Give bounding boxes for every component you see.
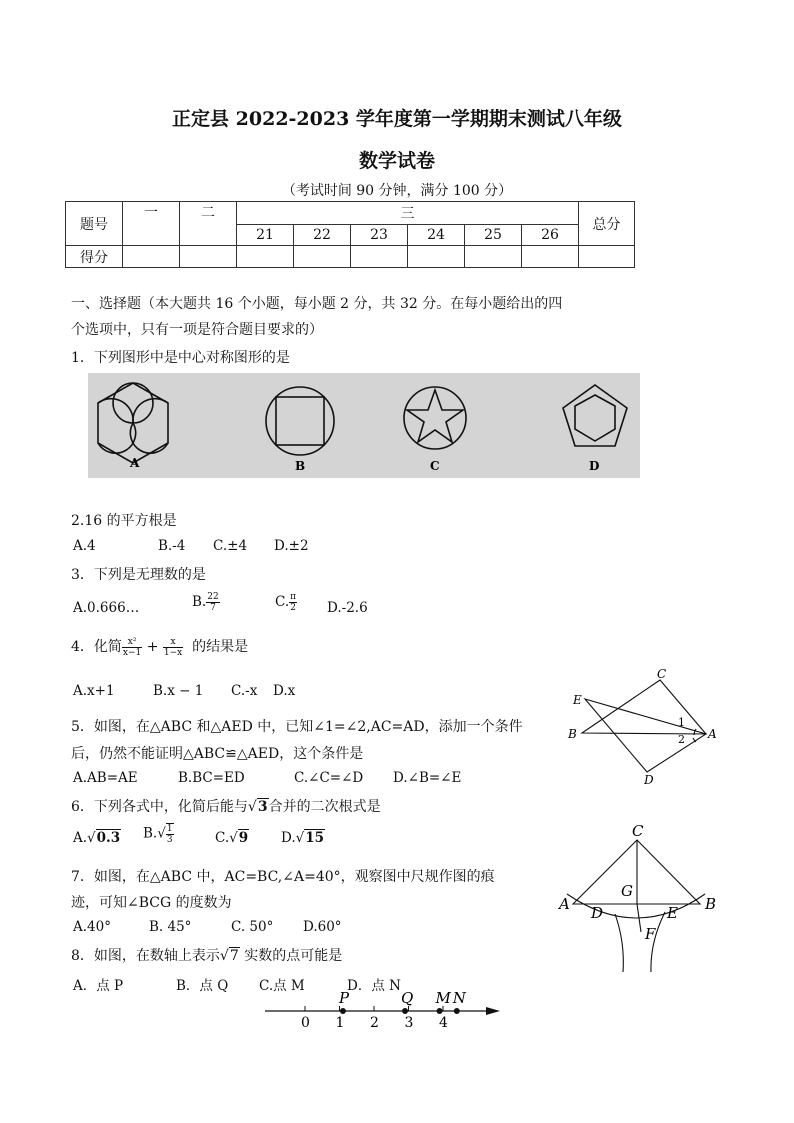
number-line-point-label-q: Q [401, 989, 414, 1007]
sub-col: 23 [351, 225, 408, 246]
q7-arc-de [567, 894, 705, 918]
sub-col: 21 [237, 225, 294, 246]
q4-fraction-1 [122, 637, 142, 658]
shape-label-b: B [295, 459, 306, 473]
q4-option-b[interactable]: B.x − 1 [153, 683, 204, 699]
q3-option-a[interactable]: A.0.666… [73, 600, 140, 616]
q8-option-b[interactable]: B．点 Q [176, 978, 229, 994]
q5-label-d: D [644, 773, 654, 787]
section-heading-line1: 一、选择题（本大题共 16 个小题，每小题 2 分，共 32 分。在每小题给出的四 [71, 296, 563, 312]
q5-triangle-aed [585, 699, 706, 772]
q6-a-rad: 0.3 [96, 830, 121, 846]
q7-option-b[interactable]: B. 45° [149, 919, 192, 935]
shape-label-a: A [130, 456, 140, 470]
q5-option-a[interactable]: A.AB=AE [73, 770, 138, 786]
number-line-point-q [402, 1008, 408, 1014]
q5-triangle-abc [582, 680, 706, 734]
shape-b-circle-square [266, 387, 334, 455]
shape-d-pentagon-hexagon [563, 385, 627, 446]
q4-f2-den: 1−x [163, 647, 183, 658]
q8-stem-rad: 7 [229, 948, 239, 964]
q7-arc-left [615, 914, 623, 972]
q2-option-d[interactable]: D.±2 [274, 538, 309, 554]
q6-stem-pre: 6．下列各式中，化简后能与 [71, 799, 248, 815]
shape-c-circle-star [404, 387, 466, 449]
exam-info: （考试时间 90 分钟，满分 100 分） [281, 183, 513, 199]
q4-stem [71, 636, 248, 658]
shape-label-d: D [589, 459, 600, 473]
number-line-point-n [454, 1008, 460, 1014]
q4-suffix: 的结果是 [192, 639, 249, 655]
q7-line1: 7．如图，在△ABC 中，AC=BC,∠A=40°，观察图中尺规作图的痕 [71, 869, 495, 885]
score-cell[interactable] [522, 246, 579, 268]
q7-line2: 迹，可知∠BCG 的度数为 [71, 895, 232, 911]
q1-shapes-panel [88, 373, 640, 478]
q5-label-b: B [568, 727, 577, 741]
q7-label-a: A [559, 895, 570, 913]
score-cell[interactable] [294, 246, 351, 268]
q4-prefix: 4．化简 [71, 639, 122, 655]
q7-label-f: F [645, 925, 656, 943]
q5-option-b[interactable]: B.BC=ED [178, 770, 245, 786]
q3-b-fraction [206, 592, 219, 613]
sub-col: 24 [408, 225, 465, 246]
q6-stem-radical: √3 [247, 799, 268, 815]
row-label-question: 题号 [66, 202, 123, 246]
score-cell[interactable] [123, 246, 180, 268]
number-line-point-label-n: N [452, 989, 466, 1007]
exam-title: 正定县 2022-2023 学年度第一学期期末测试八年级 [172, 108, 622, 130]
q6-d-radical: √15 [295, 830, 325, 846]
number-line-tick-label: 2 [370, 1015, 379, 1031]
q6-stem [71, 796, 381, 816]
score-table [65, 201, 635, 268]
q8-stem-radical: √7 [219, 948, 239, 964]
number-line-arrow [486, 1007, 500, 1015]
q6-b-den: 3 [166, 835, 173, 845]
q5-label-2: 2 [678, 733, 685, 746]
q6-b-num: 1 [166, 824, 173, 834]
sub-col: 26 [522, 225, 579, 246]
score-cell[interactable] [351, 246, 408, 268]
q4-option-a[interactable]: A.x+1 [73, 683, 115, 699]
q4-option-d[interactable]: D.x [273, 683, 296, 699]
q8-option-d[interactable]: D．点 N [347, 978, 401, 994]
q3-c-num: π [290, 592, 297, 602]
q4-plus: + [146, 639, 159, 655]
q2-option-c[interactable]: C.±4 [213, 538, 248, 554]
number-line-point-p [340, 1008, 346, 1014]
q6-c-rad: 9 [238, 830, 249, 846]
q6-b-prefix: B. [143, 825, 158, 842]
q5-line1: 5．如图，在△ABC 和△AED 中，已知∠1=∠2,AC=AD，添加一个条件 [71, 719, 523, 735]
number-line-point-label-m: M [435, 989, 451, 1007]
q5-label-a: A [708, 727, 717, 741]
q7-label-d: D [591, 904, 604, 922]
row-label-score: 得分 [66, 246, 123, 268]
q6-b-fraction [166, 823, 174, 845]
number-line-tick-label: 0 [301, 1015, 310, 1031]
q6-stem-post: 合并的二次根式是 [268, 799, 381, 815]
score-cell[interactable] [579, 246, 635, 268]
q4-f1-den: x−1 [122, 647, 142, 658]
score-cell[interactable] [408, 246, 465, 268]
q3-b-prefix: B. [192, 594, 207, 610]
q5-option-c[interactable]: C.∠C=∠D [294, 770, 364, 786]
q3-c-prefix: C. [275, 594, 290, 610]
number-line-point-m [437, 1008, 443, 1014]
q7-option-d[interactable]: D.60° [303, 919, 342, 935]
q6-c-radical: √9 [229, 830, 249, 846]
q8-stem-post: 实数的点可能是 [239, 948, 343, 964]
q6-d-rad: 15 [305, 830, 325, 846]
q7-label-c: C [632, 822, 644, 840]
q7-label-b: B [705, 895, 717, 913]
q3-option-b[interactable] [192, 592, 220, 613]
score-cell[interactable] [465, 246, 522, 268]
q6-option-d[interactable] [281, 830, 325, 846]
shape-label-c: C [430, 459, 440, 473]
q4-fraction-2 [163, 637, 183, 658]
q4-f1-num: x² [122, 637, 142, 648]
sub-col: 22 [294, 225, 351, 246]
q8-option-c[interactable]: C.点 M [259, 978, 305, 994]
q7-option-a[interactable]: A.40° [73, 919, 111, 935]
shape-a-hexagon [98, 383, 168, 463]
col-total: 总分 [579, 202, 635, 246]
score-cell[interactable] [237, 246, 294, 268]
q8-number-line [260, 982, 505, 1032]
q6-option-b[interactable] [143, 823, 174, 845]
section-heading-line2: 个选项中，只有一项是符合题目要求的） [71, 322, 323, 338]
q1-stem: 1．下列图形中是中心对称图形的是 [71, 350, 290, 366]
number-line-tick-label: 1 [335, 1015, 345, 1031]
q2-option-a[interactable]: A.4 [73, 538, 96, 554]
q5-line2: 后，仍然不能证明△ABC≌△AED，这个条件是 [71, 746, 364, 762]
col-section-1: 一 [123, 202, 180, 246]
q3-c-fraction [289, 592, 297, 613]
q6-stem-rad: 3 [257, 799, 268, 815]
col-section-3: 三 [237, 202, 579, 225]
sub-col: 25 [465, 225, 522, 246]
q8-option-a[interactable]: A．点 P [73, 978, 124, 994]
q1-shapes-svg [88, 373, 640, 478]
q6-d-prefix: D. [281, 830, 296, 846]
q6-a-radical: √0.3 [87, 830, 121, 846]
q6-option-a[interactable] [73, 830, 121, 846]
q8-stem-pre: 8．如图，在数轴上表示 [71, 948, 220, 964]
q6-b-radical: √ $\frac{1}{3}$ [157, 824, 173, 845]
q6-c-prefix: C. [215, 830, 230, 846]
q8-stem [71, 945, 342, 965]
number-line-tick-label: 3 [404, 1015, 414, 1031]
q3-b-num: 22 [207, 592, 219, 602]
q7-option-c[interactable]: C. 50° [231, 919, 274, 935]
q7-label-e: E [667, 904, 678, 922]
q4-f2-num: x [163, 637, 183, 648]
q3-option-d[interactable]: D.-2.6 [327, 600, 368, 616]
number-line-tick-label: 4 [439, 1015, 448, 1031]
number-line-point-label-p: P [338, 989, 350, 1007]
q2-stem: 2.16 的平方根是 [71, 513, 177, 529]
q4-option-c[interactable]: C.-x [231, 683, 258, 699]
q3-c-den: 2 [290, 603, 296, 613]
q7-label-g: G [621, 882, 633, 900]
q3-option-c[interactable] [275, 592, 297, 613]
q6-option-c[interactable] [215, 830, 249, 846]
q2-option-b[interactable]: B.-4 [158, 538, 186, 554]
q3-stem: 3．下列是无理数的是 [71, 567, 206, 583]
q5-label-1: 1 [678, 716, 685, 729]
col-section-2: 二 [180, 202, 237, 246]
paper-subtitle: 数学试卷 [358, 150, 435, 172]
q5-option-d[interactable]: D.∠B=∠E [393, 770, 462, 786]
q5-label-e: E [573, 693, 582, 707]
q5-label-c: C [657, 667, 667, 681]
q7-figure [555, 822, 725, 972]
q3-b-den: 7 [210, 603, 216, 613]
score-cell[interactable] [180, 246, 237, 268]
q5-figure [560, 665, 730, 790]
q6-a-prefix: A. [73, 830, 88, 846]
